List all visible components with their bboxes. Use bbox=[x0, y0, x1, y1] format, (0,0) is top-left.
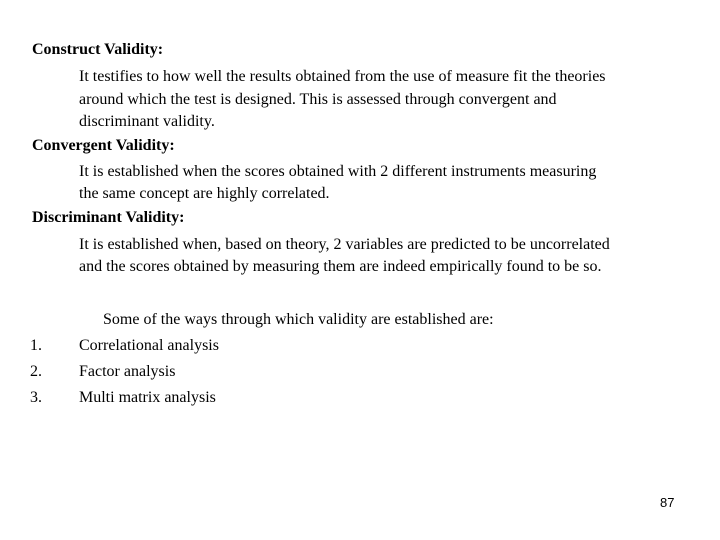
list-item-text: Multi matrix analysis bbox=[79, 389, 216, 406]
discriminant-validity-line-1: It is established when, based on theory, 2 variables are predicted to be uncorrelated bbox=[79, 236, 610, 253]
discriminant-validity-line-2: and the scores obtained by measuring them are indeed empirically found to be so. bbox=[79, 258, 602, 275]
list-item-number: 1. bbox=[30, 337, 42, 354]
convergent-validity-line-2: the same concept are highly correlated. bbox=[79, 185, 330, 202]
convergent-validity-line-1: It is established when the scores obtained with 2 different instruments measuring bbox=[79, 163, 597, 180]
discriminant-validity-heading: Discriminant Validity: bbox=[32, 209, 185, 226]
list-item-number: 3. bbox=[30, 389, 42, 406]
construct-validity-line-1: It testifies to how well the results obtained from the use of measure fit the theories bbox=[79, 68, 606, 85]
validity-methods-intro: Some of the ways through which validity are established are: bbox=[103, 311, 494, 328]
list-item-text: Correlational analysis bbox=[79, 337, 219, 354]
construct-validity-line-2: around which the test is designed. This is assessed through convergent and bbox=[79, 91, 557, 108]
list-item-number: 2. bbox=[30, 363, 42, 380]
page-number: 87 bbox=[660, 495, 675, 510]
convergent-validity-heading: Convergent Validity: bbox=[32, 137, 175, 154]
list-item-text: Factor analysis bbox=[79, 363, 176, 380]
construct-validity-heading: Construct Validity: bbox=[32, 41, 164, 58]
construct-validity-line-3: discriminant validity. bbox=[79, 113, 215, 130]
